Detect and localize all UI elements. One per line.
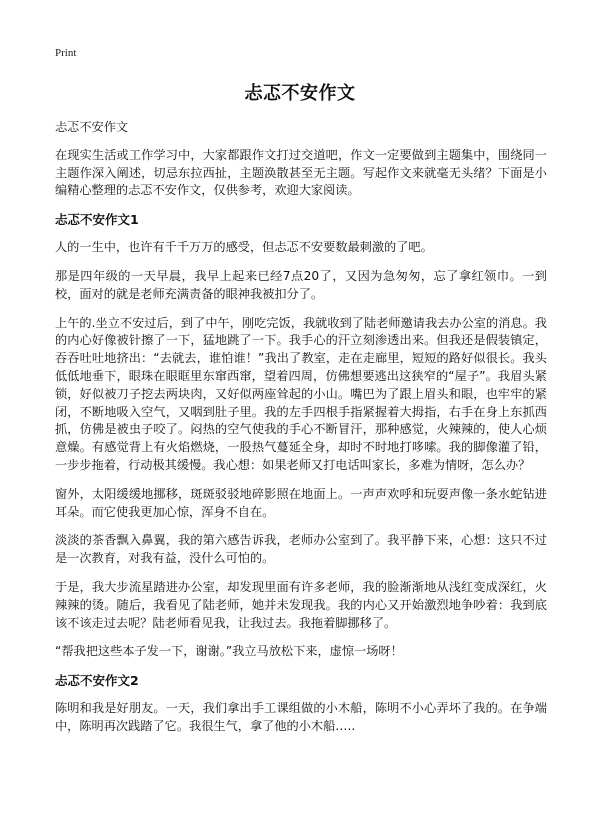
essay-1-paragraph: “帮我把这些本子发一下，谢谢。”我立马放松下来，虚惊一场呀！ bbox=[55, 644, 403, 659]
article-body bbox=[55, 119, 547, 747]
page-title: 忐忑不安作文 bbox=[244, 83, 356, 104]
print-link[interactable]: Print bbox=[55, 47, 77, 59]
essay-1-paragraph: 窗外，太阳缓缓地挪移，斑斑驳驳地碎影照在地面上。一声声欢呼和玩耍声像一条水蛇钻进耳朵。而它使我更加心惊，浑身不自在。 bbox=[55, 486, 547, 519]
essay-1-paragraph: 于是，我大步流星踏进办公室，却发现里面有许多老师，我的脸渐渐地从浅红变成深红，火辣辣的烫。随后，我看见了陆老师，她并未发现我。我的内心又开始激烈地争吵着：我到底该不该走过去呢？陆老师看见我，让我过去。我拖着脚挪移了。 bbox=[55, 579, 547, 630]
essay-1-heading: 忐忑不安作文1 bbox=[55, 212, 139, 228]
essay-1-paragraph: 淡淡的茶香飘入鼻翼，我的第六感告诉我，老师办公室到了。我平静下来，心想：这只不过是一次教育，对我有益，没什么可怕的。 bbox=[55, 533, 547, 566]
intro-paragraph: 在现实生活或工作学习中，大家都跟作文打过交道吧，作文一定要做到主题集中，围绕同一主题作深入阐述，切忌东拉西扯，主题涣散甚至无主题。写起作文来就毫无头绪？下面是小编精心整理的忐忑不安作文，仅供参考，欢迎大家阅读。 bbox=[55, 147, 547, 198]
essay-2-heading: 忐忑不安作文2 bbox=[55, 673, 139, 689]
essay-1-paragraph: 那是四年级的一天早晨，我早上起来已经7点20了，又因为急匆匆，忘了拿红领巾。一到校，面对的就是老师充满责备的眼神我被扣分了。 bbox=[55, 268, 547, 301]
essay-2-paragraph: 陈明和我是好朋友。一天，我们拿出手工课组做的小木船，陈明不小心弄坏了我的。在争端中，陈明再次践踏了它。我很生气，拿了他的小木船….. bbox=[55, 701, 547, 733]
article-subtitle: 忐忑不安作文 bbox=[55, 120, 129, 134]
essay-1-paragraph: 人的一生中，也许有千千万万的感受，但忐忑不安要数最刺激的了吧。 bbox=[55, 240, 433, 255]
essay-1-paragraph: 上午的.坐立不安过后，到了中午，刚吃完饭，我就收到了陆老师邀请我去办公室的消息。我的内心好像被针擦了一下，猛地跳了一下。我手心的汗立刻渗透出来。但我还是假装镇定，吞吞吐吐地挤出：“去就去，谁怕谁！”我出了教室，走在走廊里，短短的路好似很长。我头低低地垂下，眼珠在眼眶里东窜西窜，望着四周，仿佛想要逃出这狭窄的“屋子”。我眉头紧锁，好似被刀子挖去两块肉，又好似两座耸起的小山。嘴巴为了跟上眉头和眼，也牢牢的紧闭，不断地吸入空气，又咽到肚子里。我的左手四根手指紧握着大拇指，右手在身上东抓西抓，仿佛是被虫子咬了。闷热的空气使我的手心不断冒汗，那种感觉，火辣辣的，使人心烦意燥。有感觉背上有火焰燃烧，一股热气蔓延全身，却时不时地打哆嗦。我的脚像灌了铅，一步步拖着，行动极其缓慢。我心想：如果老师又打电话叫家长，多难为情呀，怎么办？ bbox=[55, 315, 547, 472]
